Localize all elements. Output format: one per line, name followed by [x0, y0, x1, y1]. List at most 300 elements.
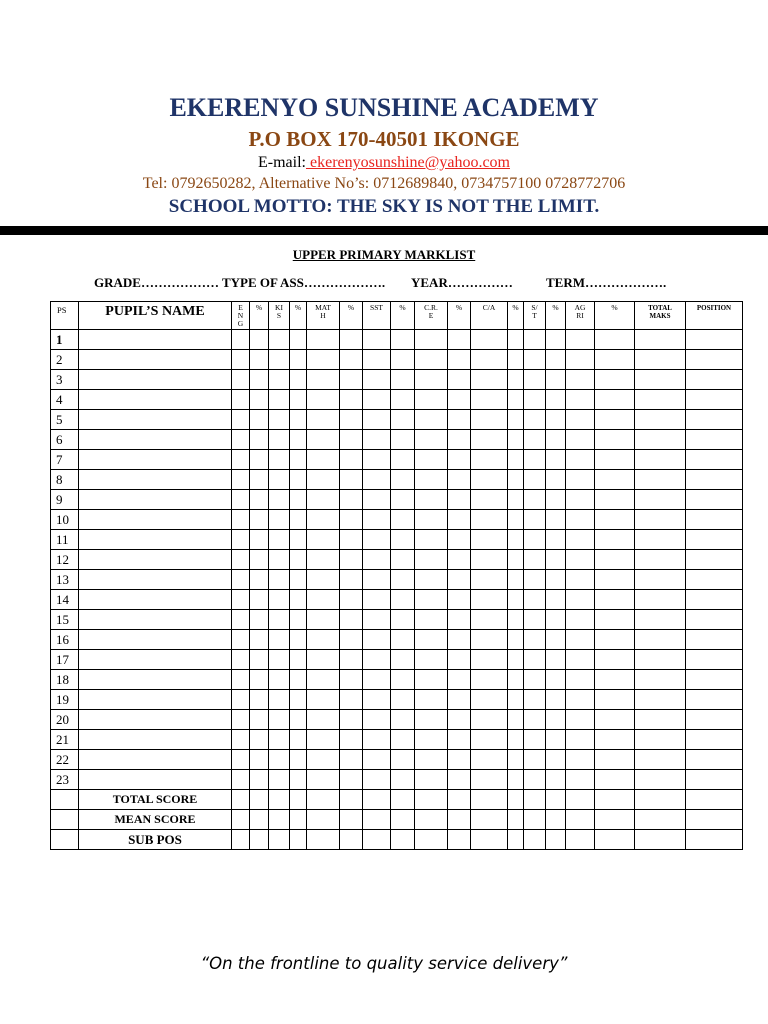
- mark-cell[interactable]: [566, 590, 595, 610]
- summary-cell[interactable]: [595, 810, 635, 830]
- mark-cell[interactable]: [471, 390, 508, 410]
- summary-cell[interactable]: [415, 830, 448, 850]
- mark-cell[interactable]: [448, 490, 471, 510]
- mark-cell[interactable]: [686, 410, 743, 430]
- mark-cell[interactable]: [686, 350, 743, 370]
- mark-cell[interactable]: [250, 770, 269, 790]
- mark-cell[interactable]: [250, 410, 269, 430]
- mark-cell[interactable]: [595, 430, 635, 450]
- mark-cell[interactable]: [686, 390, 743, 410]
- mark-cell[interactable]: [546, 410, 566, 430]
- mark-cell[interactable]: [307, 610, 340, 630]
- mark-cell[interactable]: [269, 490, 290, 510]
- mark-cell[interactable]: [232, 470, 250, 490]
- mark-cell[interactable]: [307, 750, 340, 770]
- mark-cell[interactable]: [524, 550, 546, 570]
- mark-cell[interactable]: [250, 350, 269, 370]
- mark-cell[interactable]: [635, 770, 686, 790]
- mark-cell[interactable]: [290, 490, 307, 510]
- mark-cell[interactable]: [471, 730, 508, 750]
- mark-cell[interactable]: [269, 470, 290, 490]
- mark-cell[interactable]: [635, 630, 686, 650]
- summary-cell[interactable]: [686, 790, 743, 810]
- mark-cell[interactable]: [269, 410, 290, 430]
- mark-cell[interactable]: [269, 730, 290, 750]
- mark-cell[interactable]: [524, 610, 546, 630]
- mark-cell[interactable]: [508, 530, 524, 550]
- mark-cell[interactable]: [363, 630, 391, 650]
- mark-cell[interactable]: [508, 450, 524, 470]
- mark-cell[interactable]: [307, 670, 340, 690]
- mark-cell[interactable]: [232, 510, 250, 530]
- summary-cell[interactable]: [340, 810, 363, 830]
- mark-cell[interactable]: [595, 490, 635, 510]
- summary-cell[interactable]: [290, 830, 307, 850]
- mark-cell[interactable]: [635, 710, 686, 730]
- mark-cell[interactable]: [635, 330, 686, 350]
- mark-cell[interactable]: [250, 630, 269, 650]
- pupil-name-cell[interactable]: [79, 630, 232, 650]
- mark-cell[interactable]: [415, 710, 448, 730]
- mark-cell[interactable]: [307, 510, 340, 530]
- mark-cell[interactable]: [448, 690, 471, 710]
- mark-cell[interactable]: [508, 710, 524, 730]
- mark-cell[interactable]: [307, 330, 340, 350]
- mark-cell[interactable]: [250, 730, 269, 750]
- mark-cell[interactable]: [635, 690, 686, 710]
- mark-cell[interactable]: [232, 590, 250, 610]
- mark-cell[interactable]: [307, 490, 340, 510]
- mark-cell[interactable]: [635, 750, 686, 770]
- mark-cell[interactable]: [471, 570, 508, 590]
- mark-cell[interactable]: [524, 530, 546, 550]
- mark-cell[interactable]: [635, 410, 686, 430]
- mark-cell[interactable]: [391, 670, 415, 690]
- mark-cell[interactable]: [686, 590, 743, 610]
- mark-cell[interactable]: [546, 370, 566, 390]
- summary-cell[interactable]: [340, 830, 363, 850]
- mark-cell[interactable]: [471, 370, 508, 390]
- mark-cell[interactable]: [269, 550, 290, 570]
- mark-cell[interactable]: [391, 550, 415, 570]
- mark-cell[interactable]: [508, 650, 524, 670]
- mark-cell[interactable]: [290, 750, 307, 770]
- mark-cell[interactable]: [391, 570, 415, 590]
- summary-cell[interactable]: [269, 810, 290, 830]
- mark-cell[interactable]: [232, 610, 250, 630]
- mark-cell[interactable]: [448, 450, 471, 470]
- mark-cell[interactable]: [448, 770, 471, 790]
- mark-cell[interactable]: [340, 770, 363, 790]
- mark-cell[interactable]: [340, 730, 363, 750]
- mark-cell[interactable]: [448, 590, 471, 610]
- mark-cell[interactable]: [250, 430, 269, 450]
- mark-cell[interactable]: [340, 430, 363, 450]
- summary-cell[interactable]: [391, 810, 415, 830]
- pupil-name-cell[interactable]: [79, 470, 232, 490]
- mark-cell[interactable]: [363, 750, 391, 770]
- mark-cell[interactable]: [232, 430, 250, 450]
- mark-cell[interactable]: [546, 470, 566, 490]
- mark-cell[interactable]: [595, 710, 635, 730]
- mark-cell[interactable]: [340, 750, 363, 770]
- mark-cell[interactable]: [635, 510, 686, 530]
- mark-cell[interactable]: [363, 650, 391, 670]
- mark-cell[interactable]: [269, 650, 290, 670]
- mark-cell[interactable]: [415, 530, 448, 550]
- mark-cell[interactable]: [290, 430, 307, 450]
- mark-cell[interactable]: [546, 430, 566, 450]
- mark-cell[interactable]: [471, 770, 508, 790]
- mark-cell[interactable]: [635, 610, 686, 630]
- summary-cell[interactable]: [363, 790, 391, 810]
- mark-cell[interactable]: [546, 350, 566, 370]
- mark-cell[interactable]: [566, 430, 595, 450]
- mark-cell[interactable]: [340, 710, 363, 730]
- mark-cell[interactable]: [363, 470, 391, 490]
- summary-cell[interactable]: [595, 830, 635, 850]
- mark-cell[interactable]: [524, 370, 546, 390]
- mark-cell[interactable]: [232, 550, 250, 570]
- mark-cell[interactable]: [448, 710, 471, 730]
- mark-cell[interactable]: [635, 490, 686, 510]
- mark-cell[interactable]: [635, 450, 686, 470]
- mark-cell[interactable]: [307, 650, 340, 670]
- mark-cell[interactable]: [595, 670, 635, 690]
- mark-cell[interactable]: [566, 690, 595, 710]
- mark-cell[interactable]: [250, 690, 269, 710]
- summary-cell[interactable]: [524, 830, 546, 850]
- mark-cell[interactable]: [363, 430, 391, 450]
- mark-cell[interactable]: [391, 330, 415, 350]
- mark-cell[interactable]: [363, 710, 391, 730]
- mark-cell[interactable]: [524, 750, 546, 770]
- mark-cell[interactable]: [448, 350, 471, 370]
- mark-cell[interactable]: [415, 330, 448, 350]
- mark-cell[interactable]: [471, 610, 508, 630]
- mark-cell[interactable]: [340, 610, 363, 630]
- mark-cell[interactable]: [448, 530, 471, 550]
- mark-cell[interactable]: [595, 530, 635, 550]
- mark-cell[interactable]: [290, 770, 307, 790]
- mark-cell[interactable]: [686, 490, 743, 510]
- summary-cell[interactable]: [391, 830, 415, 850]
- mark-cell[interactable]: [595, 470, 635, 490]
- mark-cell[interactable]: [686, 750, 743, 770]
- mark-cell[interactable]: [448, 610, 471, 630]
- pupil-name-cell[interactable]: [79, 590, 232, 610]
- mark-cell[interactable]: [415, 730, 448, 750]
- mark-cell[interactable]: [448, 570, 471, 590]
- mark-cell[interactable]: [269, 350, 290, 370]
- mark-cell[interactable]: [595, 650, 635, 670]
- mark-cell[interactable]: [524, 390, 546, 410]
- mark-cell[interactable]: [363, 390, 391, 410]
- mark-cell[interactable]: [595, 630, 635, 650]
- mark-cell[interactable]: [471, 410, 508, 430]
- mark-cell[interactable]: [546, 570, 566, 590]
- mark-cell[interactable]: [595, 730, 635, 750]
- mark-cell[interactable]: [686, 630, 743, 650]
- mark-cell[interactable]: [415, 590, 448, 610]
- mark-cell[interactable]: [391, 630, 415, 650]
- mark-cell[interactable]: [391, 590, 415, 610]
- mark-cell[interactable]: [290, 610, 307, 630]
- mark-cell[interactable]: [307, 570, 340, 590]
- mark-cell[interactable]: [448, 730, 471, 750]
- pupil-name-cell[interactable]: [79, 390, 232, 410]
- mark-cell[interactable]: [340, 670, 363, 690]
- mark-cell[interactable]: [508, 610, 524, 630]
- mark-cell[interactable]: [391, 510, 415, 530]
- mark-cell[interactable]: [635, 350, 686, 370]
- summary-cell[interactable]: [232, 790, 250, 810]
- mark-cell[interactable]: [508, 330, 524, 350]
- mark-cell[interactable]: [340, 350, 363, 370]
- mark-cell[interactable]: [686, 330, 743, 350]
- mark-cell[interactable]: [307, 690, 340, 710]
- summary-cell[interactable]: [546, 810, 566, 830]
- mark-cell[interactable]: [363, 450, 391, 470]
- mark-cell[interactable]: [524, 630, 546, 650]
- mark-cell[interactable]: [448, 410, 471, 430]
- summary-cell[interactable]: [595, 790, 635, 810]
- pupil-name-cell[interactable]: [79, 350, 232, 370]
- mark-cell[interactable]: [524, 510, 546, 530]
- mark-cell[interactable]: [524, 730, 546, 750]
- mark-cell[interactable]: [250, 370, 269, 390]
- mark-cell[interactable]: [232, 750, 250, 770]
- mark-cell[interactable]: [566, 390, 595, 410]
- mark-cell[interactable]: [391, 610, 415, 630]
- mark-cell[interactable]: [471, 690, 508, 710]
- mark-cell[interactable]: [546, 450, 566, 470]
- mark-cell[interactable]: [307, 770, 340, 790]
- summary-cell[interactable]: [566, 790, 595, 810]
- mark-cell[interactable]: [290, 550, 307, 570]
- summary-cell[interactable]: [566, 830, 595, 850]
- mark-cell[interactable]: [508, 510, 524, 530]
- summary-cell[interactable]: [363, 810, 391, 830]
- mark-cell[interactable]: [391, 410, 415, 430]
- mark-cell[interactable]: [546, 510, 566, 530]
- mark-cell[interactable]: [232, 350, 250, 370]
- mark-cell[interactable]: [448, 650, 471, 670]
- mark-cell[interactable]: [269, 610, 290, 630]
- mark-cell[interactable]: [269, 450, 290, 470]
- mark-cell[interactable]: [250, 670, 269, 690]
- mark-cell[interactable]: [524, 710, 546, 730]
- mark-cell[interactable]: [290, 570, 307, 590]
- mark-cell[interactable]: [391, 730, 415, 750]
- mark-cell[interactable]: [448, 470, 471, 490]
- mark-cell[interactable]: [508, 390, 524, 410]
- mark-cell[interactable]: [269, 390, 290, 410]
- mark-cell[interactable]: [290, 370, 307, 390]
- mark-cell[interactable]: [508, 470, 524, 490]
- mark-cell[interactable]: [340, 630, 363, 650]
- mark-cell[interactable]: [595, 370, 635, 390]
- mark-cell[interactable]: [340, 390, 363, 410]
- mark-cell[interactable]: [524, 430, 546, 450]
- mark-cell[interactable]: [290, 450, 307, 470]
- mark-cell[interactable]: [363, 770, 391, 790]
- mark-cell[interactable]: [232, 650, 250, 670]
- mark-cell[interactable]: [340, 370, 363, 390]
- mark-cell[interactable]: [415, 550, 448, 570]
- mark-cell[interactable]: [290, 630, 307, 650]
- summary-cell[interactable]: [508, 790, 524, 810]
- mark-cell[interactable]: [415, 390, 448, 410]
- mark-cell[interactable]: [508, 730, 524, 750]
- mark-cell[interactable]: [391, 650, 415, 670]
- mark-cell[interactable]: [391, 350, 415, 370]
- mark-cell[interactable]: [290, 410, 307, 430]
- mark-cell[interactable]: [508, 550, 524, 570]
- summary-cell[interactable]: [471, 810, 508, 830]
- mark-cell[interactable]: [686, 670, 743, 690]
- summary-cell[interactable]: [508, 810, 524, 830]
- mark-cell[interactable]: [508, 570, 524, 590]
- mark-cell[interactable]: [250, 550, 269, 570]
- summary-cell[interactable]: [269, 790, 290, 810]
- mark-cell[interactable]: [269, 330, 290, 350]
- mark-cell[interactable]: [415, 650, 448, 670]
- mark-cell[interactable]: [391, 470, 415, 490]
- pupil-name-cell[interactable]: [79, 670, 232, 690]
- pupil-name-cell[interactable]: [79, 450, 232, 470]
- mark-cell[interactable]: [566, 630, 595, 650]
- mark-cell[interactable]: [595, 550, 635, 570]
- mark-cell[interactable]: [546, 670, 566, 690]
- mark-cell[interactable]: [471, 590, 508, 610]
- mark-cell[interactable]: [232, 630, 250, 650]
- mark-cell[interactable]: [508, 630, 524, 650]
- mark-cell[interactable]: [415, 470, 448, 490]
- mark-cell[interactable]: [307, 430, 340, 450]
- mark-cell[interactable]: [546, 630, 566, 650]
- mark-cell[interactable]: [566, 570, 595, 590]
- mark-cell[interactable]: [546, 490, 566, 510]
- mark-cell[interactable]: [307, 590, 340, 610]
- mark-cell[interactable]: [307, 390, 340, 410]
- mark-cell[interactable]: [340, 570, 363, 590]
- mark-cell[interactable]: [232, 490, 250, 510]
- mark-cell[interactable]: [524, 410, 546, 430]
- mark-cell[interactable]: [595, 570, 635, 590]
- mark-cell[interactable]: [415, 570, 448, 590]
- mark-cell[interactable]: [232, 570, 250, 590]
- mark-cell[interactable]: [307, 730, 340, 750]
- mark-cell[interactable]: [269, 510, 290, 530]
- mark-cell[interactable]: [471, 470, 508, 490]
- mark-cell[interactable]: [340, 550, 363, 570]
- mark-cell[interactable]: [635, 390, 686, 410]
- mark-cell[interactable]: [471, 750, 508, 770]
- mark-cell[interactable]: [415, 490, 448, 510]
- mark-cell[interactable]: [686, 370, 743, 390]
- pupil-name-cell[interactable]: [79, 770, 232, 790]
- summary-cell[interactable]: [546, 830, 566, 850]
- summary-cell[interactable]: [524, 810, 546, 830]
- mark-cell[interactable]: [635, 670, 686, 690]
- mark-cell[interactable]: [595, 510, 635, 530]
- mark-cell[interactable]: [363, 730, 391, 750]
- mark-cell[interactable]: [290, 330, 307, 350]
- mark-cell[interactable]: [232, 710, 250, 730]
- summary-cell[interactable]: [471, 790, 508, 810]
- mark-cell[interactable]: [290, 350, 307, 370]
- mark-cell[interactable]: [391, 430, 415, 450]
- mark-cell[interactable]: [566, 490, 595, 510]
- pupil-name-cell[interactable]: [79, 650, 232, 670]
- mark-cell[interactable]: [391, 690, 415, 710]
- mark-cell[interactable]: [340, 510, 363, 530]
- mark-cell[interactable]: [635, 430, 686, 450]
- mark-cell[interactable]: [415, 410, 448, 430]
- pupil-name-cell[interactable]: [79, 750, 232, 770]
- mark-cell[interactable]: [471, 630, 508, 650]
- mark-cell[interactable]: [546, 650, 566, 670]
- mark-cell[interactable]: [269, 710, 290, 730]
- mark-cell[interactable]: [546, 530, 566, 550]
- mark-cell[interactable]: [635, 650, 686, 670]
- summary-cell[interactable]: [635, 810, 686, 830]
- mark-cell[interactable]: [448, 750, 471, 770]
- mark-cell[interactable]: [566, 710, 595, 730]
- mark-cell[interactable]: [546, 750, 566, 770]
- mark-cell[interactable]: [686, 470, 743, 490]
- mark-cell[interactable]: [508, 350, 524, 370]
- mark-cell[interactable]: [232, 390, 250, 410]
- mark-cell[interactable]: [250, 390, 269, 410]
- mark-cell[interactable]: [635, 470, 686, 490]
- mark-cell[interactable]: [290, 510, 307, 530]
- mark-cell[interactable]: [290, 730, 307, 750]
- mark-cell[interactable]: [363, 690, 391, 710]
- mark-cell[interactable]: [391, 530, 415, 550]
- pupil-name-cell[interactable]: [79, 570, 232, 590]
- mark-cell[interactable]: [546, 330, 566, 350]
- mark-cell[interactable]: [415, 430, 448, 450]
- mark-cell[interactable]: [524, 470, 546, 490]
- pupil-name-cell[interactable]: [79, 330, 232, 350]
- mark-cell[interactable]: [232, 330, 250, 350]
- mark-cell[interactable]: [686, 550, 743, 570]
- pupil-name-cell[interactable]: [79, 550, 232, 570]
- mark-cell[interactable]: [524, 770, 546, 790]
- mark-cell[interactable]: [307, 710, 340, 730]
- mark-cell[interactable]: [635, 570, 686, 590]
- mark-cell[interactable]: [546, 690, 566, 710]
- mark-cell[interactable]: [566, 350, 595, 370]
- pupil-name-cell[interactable]: [79, 510, 232, 530]
- mark-cell[interactable]: [232, 410, 250, 430]
- mark-cell[interactable]: [566, 370, 595, 390]
- mark-cell[interactable]: [250, 710, 269, 730]
- mark-cell[interactable]: [686, 430, 743, 450]
- mark-cell[interactable]: [269, 430, 290, 450]
- summary-cell[interactable]: [363, 830, 391, 850]
- mark-cell[interactable]: [269, 530, 290, 550]
- mark-cell[interactable]: [269, 590, 290, 610]
- mark-cell[interactable]: [635, 730, 686, 750]
- mark-cell[interactable]: [686, 450, 743, 470]
- mark-cell[interactable]: [250, 450, 269, 470]
- mark-cell[interactable]: [471, 650, 508, 670]
- summary-cell[interactable]: [448, 830, 471, 850]
- mark-cell[interactable]: [524, 330, 546, 350]
